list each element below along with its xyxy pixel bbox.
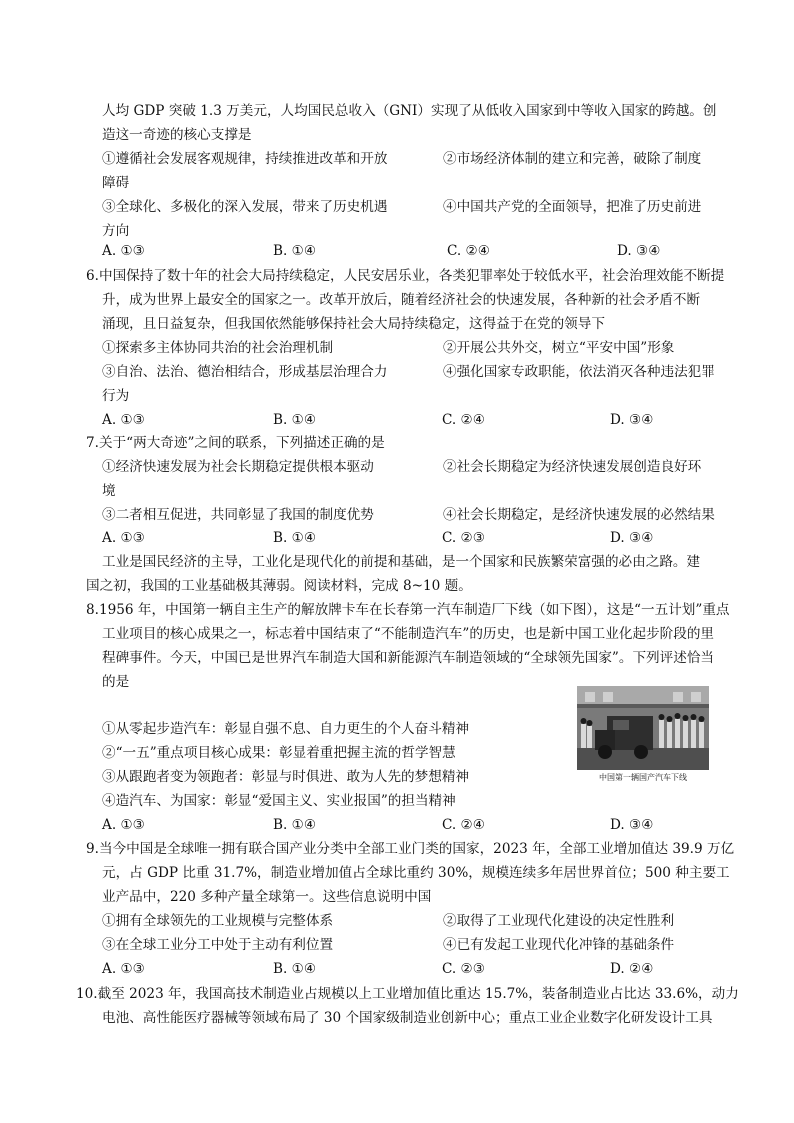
q9-stem-line3: 业产品中，220 多种产量全球第一。这些信息说明中国 — [102, 889, 432, 905]
q5-option-4-cont: 方向 — [102, 223, 130, 239]
q7-option-3: ③二者相互促进，共同彰显了我国的制度优势 — [102, 507, 374, 523]
q6-stem-line2: 升，成为世界上最安全的国家之一。改革开放后，随着经济社会的快速发展，各种新的社会矛盾不断 — [102, 292, 701, 308]
q7-stem-line1: 7.关于“两大奇迹”之间的联系，下列描述正确的是 — [86, 435, 385, 451]
photo-caption: 中国第一辆国产汽车下线 — [599, 773, 687, 782]
q8-choice-b: B. ①④ — [273, 817, 317, 833]
q6-option-4-cont: 行为 — [102, 388, 130, 404]
q5-stem-line2: 造这一奇迹的核心支撑是 — [102, 127, 252, 143]
q7-option-2-cont: 境 — [102, 483, 116, 499]
material-line2: 国之初，我国的工业基础极其薄弱。阅读材料，完成 8~10 题。 — [86, 578, 472, 594]
q9-stem-line1: 9.当今中国是全球唯一拥有联合国产业分类中全部工业门类的国家，2023 年，全部工业增加值达 39.9 万亿 — [86, 841, 735, 857]
q9-option-4: ④已有发起工业现代化冲锋的基础条件 — [443, 937, 675, 953]
q5-choice-a: A. ①③ — [102, 243, 145, 259]
q7-option-2: ②社会长期稳定为经济快速发展创造良好环 — [443, 459, 702, 475]
q6-choice-d: D. ③④ — [610, 412, 654, 428]
q9-option-3: ③在全球工业分工中处于主动有利位置 — [102, 937, 334, 953]
q5-choice-b: B. ①④ — [273, 243, 317, 259]
q5-choice-c: C. ②④ — [447, 243, 490, 259]
q8-option-4: ④造汽车、为国家：彰显“爱国主义、实业报国”的担当精神 — [102, 793, 456, 809]
q6-choice-b: B. ①④ — [273, 412, 317, 428]
q8-stem-line4: 的是 — [102, 674, 130, 690]
q6-choice-a: A. ①③ — [102, 412, 145, 428]
q10-stem-line2: 电池、高性能医疗器械等领域布局了 30 个国家级制造业创新中心；重点工业企业数字化研发设计工具 — [102, 1010, 713, 1026]
q8-choice-a: A. ①③ — [102, 817, 145, 833]
q5-option-3: ③全球化、多极化的深入发展，带来了历史机遇 — [102, 199, 388, 215]
q5-option-2: ②市场经济体制的建立和完善，破除了制度 — [443, 151, 702, 167]
q5-option-1: ①遵循社会发展客观规律，持续推进改革和开放 — [102, 151, 388, 167]
q5-option-2-cont: 障碍 — [102, 175, 130, 191]
truck-scene-illustration — [577, 686, 709, 770]
q9-option-2: ②取得了工业现代化建设的决定性胜利 — [443, 913, 675, 929]
q5-option-4: ④中国共产党的全面领导，把准了历史前进 — [443, 199, 702, 215]
q7-option-1: ①经济快速发展为社会长期稳定提供根本驱动 — [102, 459, 374, 475]
q8-option-1: ①从零起步造汽车：彰显自强不息、自力更生的个人奋斗精神 — [102, 721, 470, 737]
q6-stem-line3: 涌现，且日益复杂，但我国依然能够保持社会大局持续稳定，这得益于在党的领导下 — [102, 316, 605, 332]
q8-choice-d: D. ③④ — [610, 817, 654, 833]
q8-option-2: ②“一五”重点项目核心成果：彰显着重把握主流的哲学智慧 — [102, 745, 456, 761]
q6-option-1: ①探索多主体协同共治的社会治理机制 — [102, 340, 334, 356]
q8-stem-line3: 程碑事件。今天，中国已是世界汽车制造大国和新能源汽车制造领域的“全球领先国家”。下列评述恰当 — [102, 650, 715, 666]
material-line1: 工业是国民经济的主导，工业化是现代化的前提和基础，是一个国家和民族繁荣富强的必由之路。建 — [102, 554, 701, 570]
q7-choice-c: C. ②③ — [442, 530, 485, 546]
q7-choice-b: B. ①④ — [273, 530, 317, 546]
q7-choice-a: A. ①③ — [102, 530, 145, 546]
q5-stem-line1: 人均 GDP 突破 1.3 万美元，人均国民总收入（GNI）实现了从低收入国家到中等收入国家的跨越。创 — [102, 103, 717, 119]
q8-choice-c: C. ②④ — [442, 817, 485, 833]
q6-option-3: ③自治、法治、德治相结合，形成基层治理合力 — [102, 364, 388, 380]
q9-choice-a: A. ①③ — [102, 961, 145, 977]
q8-stem-line1: 8.1956 年，中国第一辆自主生产的解放牌卡车在长春第一汽车制造厂下线（如下图），这是“一五计划”重点 — [86, 602, 730, 618]
q9-choice-d: D. ②④ — [610, 961, 654, 977]
q9-option-1: ①拥有全球领先的工业规模与完整体系 — [102, 913, 334, 929]
q8-option-3: ③从跟跑者变为领跑者：彰显与时俱进、敢为人先的梦想精神 — [102, 769, 470, 785]
q7-choice-d: D. ③④ — [610, 530, 654, 546]
q9-choice-b: B. ①④ — [273, 961, 317, 977]
q6-choice-c: C. ②④ — [442, 412, 485, 428]
first-truck-photo — [577, 686, 709, 770]
q9-stem-line2: 元，占 GDP 比重 31.7%，制造业增加值占全球比重约 30%，规模连续多年居世界首位；500 种主要工 — [102, 865, 730, 881]
q6-option-4: ④强化国家专政职能，依法消灭各种违法犯罪 — [443, 364, 715, 380]
q10-stem-line1: 10.截至 2023 年，我国高技术制造业占规模以上工业增加值比重达 15.7%，装备制造业占比达 33.6%，动力 — [76, 986, 739, 1002]
q8-stem-line2: 工业项目的核心成果之一，标志着中国结束了“不能制造汽车”的历史，也是新中国工业化起步阶段的里 — [102, 626, 715, 642]
q6-stem-line1: 6.中国保持了数十年的社会大局持续稳定，人民安居乐业，各类犯罪率处于较低水平，社会治理效能不断提 — [86, 268, 725, 284]
q6-option-2: ②开展公共外交，树立“平安中国”形象 — [443, 340, 675, 356]
q9-choice-c: C. ②③ — [442, 961, 485, 977]
q5-choice-d: D. ③④ — [617, 243, 661, 259]
q7-option-4: ④社会长期稳定，是经济快速发展的必然结果 — [443, 507, 715, 523]
